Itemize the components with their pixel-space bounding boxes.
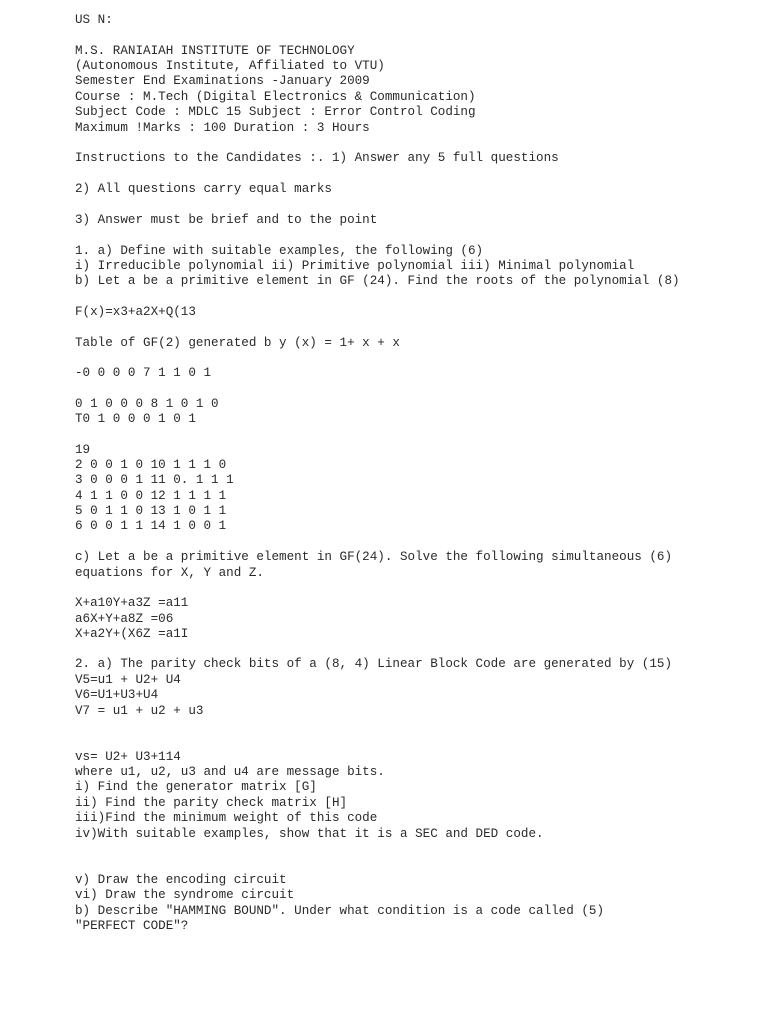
usn-line: US N: [75, 13, 113, 27]
exam-title: Semester End Examinations -January 2009 [75, 74, 370, 88]
polynomial-line: F(x)=x3+a2X+Q(13 [75, 305, 196, 319]
institute-name: M.S. RANIAIAH INSTITUTE OF TECHNOLOGY [75, 44, 355, 58]
question-2a-v: v) Draw the encoding circuit [75, 873, 287, 887]
gf-table-row: 4 1 1 0 0 12 1 1 1 1 [75, 489, 227, 503]
institute-affiliation: (Autonomous Institute, Affiliated to VTU) [75, 59, 385, 73]
instruction-2: 2) All questions carry equal marks [75, 182, 332, 196]
equation-3: X+a2Y+(X6Z =a1I [75, 627, 189, 641]
parity-eq-v5: V5=u1 + U2+ U4 [75, 673, 181, 687]
gf-table-row: 0 1 0 0 0 8 1 0 1 0 [75, 397, 219, 411]
question-2a: 2. a) The parity check bits of a (8, 4) Linear Block Code are generated by (15) [75, 657, 673, 671]
subject-line: Subject Code : MDLC 15 Subject : Error Control Coding [75, 105, 476, 119]
gf-table-row: 2 0 0 1 0 10 1 1 1 0 [75, 458, 227, 472]
question-1a: 1. a) Define with suitable examples, the following (6) [75, 244, 484, 258]
gf-table-row: -0 0 0 0 7 1 1 0 1 [75, 366, 212, 380]
equation-1: X+a10Y+a3Z =a11 [75, 596, 189, 610]
question-2a-ii: ii) Find the parity check matrix [H] [75, 796, 348, 810]
question-2a-vi: vi) Draw the syndrome circuit [75, 888, 295, 902]
question-1c-cont: equations for X, Y and Z. [75, 566, 264, 580]
question-1b: b) Let a be a primitive element in GF (24). Find the roots of the polynomial (8) [75, 274, 680, 288]
question-2a-iv: iv)With suitable examples, show that it is a SEC and DED code. [75, 827, 544, 841]
gf-table-row: 5 0 1 1 0 13 1 0 1 1 [75, 504, 227, 518]
message-bits-note: where u1, u2, u3 and u4 are message bits. [75, 765, 385, 779]
equation-2: a6X+Y+a8Z =06 [75, 612, 174, 626]
gf-table-row: 19 [75, 443, 91, 457]
parity-eq-v8: vs= U2+ U3+114 [75, 750, 181, 764]
question-2a-i: i) Find the generator matrix [G] [75, 780, 317, 794]
gf-table-title: Table of GF(2) generated b y (x) = 1+ x + x [75, 336, 400, 350]
instruction-3: 3) Answer must be brief and to the point [75, 213, 378, 227]
course-line: Course : M.Tech (Digital Electronics & Communication) [75, 90, 476, 104]
parity-eq-v7: V7 = u1 + u2 + u3 [75, 704, 204, 718]
gf-table-row: 6 0 0 1 1 14 1 0 0 1 [75, 519, 227, 533]
question-2a-iii: iii)Find the minimum weight of this code [75, 811, 378, 825]
marks-duration-line: Maximum !Marks : 100 Duration : 3 Hours [75, 121, 370, 135]
question-1c: c) Let a be a primitive element in GF(24). Solve the following simultaneous (6) [75, 550, 673, 564]
instruction-1: Instructions to the Candidates :. 1) Answer any 5 full questions [75, 151, 559, 165]
gf-table-row: T0 1 0 0 0 1 0 1 [75, 412, 196, 426]
question-2b-cont: "PERFECT CODE"? [75, 919, 189, 933]
gf-table-row: 3 0 0 0 1 11 0. 1 1 1 [75, 473, 234, 487]
question-2b: b) Describe "HAMMING BOUND". Under what condition is a code called (5) [75, 904, 605, 918]
question-1a-items: i) Irreducible polynomial ii) Primitive polynomial iii) Minimal polynomial [75, 259, 635, 273]
parity-eq-v6: V6=U1+U3+U4 [75, 688, 159, 702]
